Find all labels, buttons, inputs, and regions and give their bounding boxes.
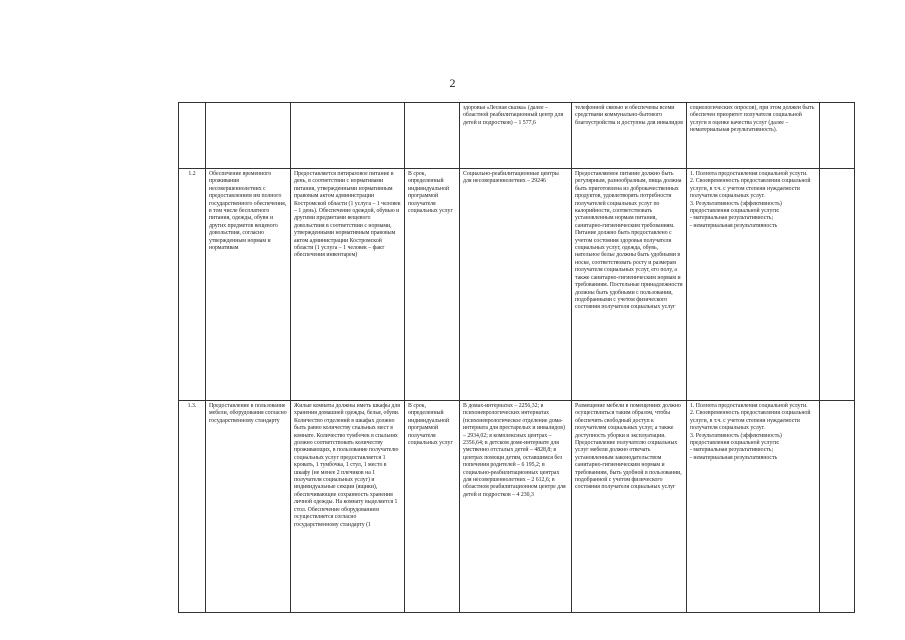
indicator-line: - материальная результативность; (690, 447, 774, 454)
indicator-line: - материальная результативность; (690, 215, 774, 222)
indicator-line: 1. Полнота предоставления социальной услуги. (690, 403, 808, 409)
row-number: 1.3. (179, 401, 206, 613)
indicator-line: - нематериальная результативность (690, 454, 778, 461)
service-description: Жилые комнаты должны иметь шкафы для хранения домашней одежды, белья, обуви. Количество отделений в шкафах должно быть равно количеству спальных мест в комнате. Количество тумбочек в спальнях должно соответствовать количеству проживающих, в пользование получателю социальных услуг предоставляется 1 кровать, 1 тумбочка, 1 стул, 1 место в шкафу (не менее 2 плечиков на 1 получателя социальных услуг) и индивидуальные секции (ящики), обеспечивающие сохранность хранения личной одежды. На комнату выделяется 1 стол. Обеспечение оборудованием осуществляется согласно государственному стандарту (1 (291, 401, 405, 613)
indicator-line: 2. Своевременность предоставления социальной услуги, в т.ч. с учетом степени нуждаемости получателя социальных услуг. (690, 410, 811, 432)
indicator-line: 2. Своевременность предоставления социальной услуги, в т.ч. с учетом степени нуждаемости получателя социальных услуг. (690, 178, 811, 200)
page-number: 2 (449, 76, 456, 90)
service-term: В срок, определенный индивидуальной программой получателя социальных услуг (405, 169, 460, 401)
extra-cell (820, 401, 855, 613)
extra-cell (820, 103, 855, 169)
service-name: Обеспечение временного проживания несовершеннолетних с предоставлением им полного государственного обеспечения, в том числе бесплатного питания, одежды, обуви и других предметов вещевого довольствия, согласно утвержденным нормам и нормативам (206, 169, 291, 401)
service-indicators (687, 103, 820, 169)
service-conditions: телефонной связью и обеспечены всеми средствами коммунально-бытового благоустройства и доступны для инвалидов (572, 103, 687, 169)
indicator-line: 3. Результативность (эффективность) предоставления социальной услуги: (690, 200, 782, 215)
indicator-line: 3. Результативность (эффективность) предоставления социальной услуги: (690, 432, 782, 447)
service-term: В срок, определенный индивидуальной программой получателя социальных услуг (405, 401, 460, 613)
indicator-line: 1. Полнота предоставления социальной услуги. (690, 171, 808, 177)
service-conditions: Предоставляемое питание должно быть регулярным, разнообразным, пища должна быть приготовлена из доброкачественных продуктов, удовлетворять потребности получателей социальных услуг по калорийности, соответствовать установленным нормам питания, санитарно-гигиеническим требованиям. Питание должно быть предоставлено с учетом состояния здоровья получателя социальных услуг, одежда, обувь, нательное белье должны быть удобными в носке, соответствовать росту и размерам получателя социальных услуг, его полу, а также санитарно-гигиеническим нормам и требованиям. Постельные принадлежности должны быть удобными с пользовании, подобранными с учетом физического состояния получателя социальных услуг (572, 169, 687, 401)
service-tariff: здоровья «Лесная сказка» (далее – областной реабилитационный центр для детей и подростков) – 1 577,6 (460, 103, 572, 169)
indicator-line: социологических опросов), при этом должен быть обеспечен приоритет получателя социальной услуги в оценке качества услуг (далее – нематериальная результативность). (690, 105, 815, 134)
service-name (206, 103, 291, 169)
service-term (405, 103, 460, 169)
service-tariff: Социально-реабилитационные центры для несовершеннолетних – 29246 (460, 169, 572, 401)
service-indicators (687, 401, 820, 613)
service-name: Предоставление в пользование мебели, оборудования согласно государственному стандарту (206, 401, 291, 613)
indicator-line: - нематериальная результативность (690, 222, 778, 229)
service-description: Предоставляется пятиразовое питание в день, в соответствии с нормативами питания, утвержденными нормативным правовым актом администрации Костромской области (1 услуга – 1 человек – 1 день). Обеспечение одеждой, обувью и другими предметами вещевого довольствия в соответствии с нормами, утвержденными нормативным правовым актом администрации Костромской области (1 услуга – 1 человек – факт обеспечения инвентарем) (291, 169, 405, 401)
service-description (291, 103, 405, 169)
table-row (179, 401, 855, 613)
table-row (179, 103, 855, 169)
row-number (179, 103, 206, 169)
service-tariff: В домах-интернатах – 2256,32; в психоневрологических интернатах (психоневрологическое отделение дома-интерната для престарелых и инвалидов) – 2934,02; в комплексных центрах – 2356,64; в детском доме-интернате для умственно отсталых детей – 4828,8; в центрах помощи детям, оставшимся без попечения родителей – 6 195,2; в социально-реабилитационных центрах для несовершеннолетних – 2 612,6; в областном реабилитационном центре для детей и подростков – 4 230,3 (460, 401, 572, 613)
service-indicators (687, 169, 820, 401)
table-row (179, 169, 855, 401)
extra-cell (820, 169, 855, 401)
services-table (178, 102, 855, 613)
row-number: 1.2 (179, 169, 206, 401)
service-conditions: Размещение мебели в помещениях должно осуществляться таким образом, чтобы обеспечить свободный доступ к получателям социальных услуг, а также доступность уборки и эксплуатации. Предоставление получателю социальных услуг мебели должно отвечать установленным законодательством санитарно-гигиеническим нормам и требованиям, быть удобной в пользовании, подобранной с учетом физического состояния получателя социальных услуг (572, 401, 687, 613)
